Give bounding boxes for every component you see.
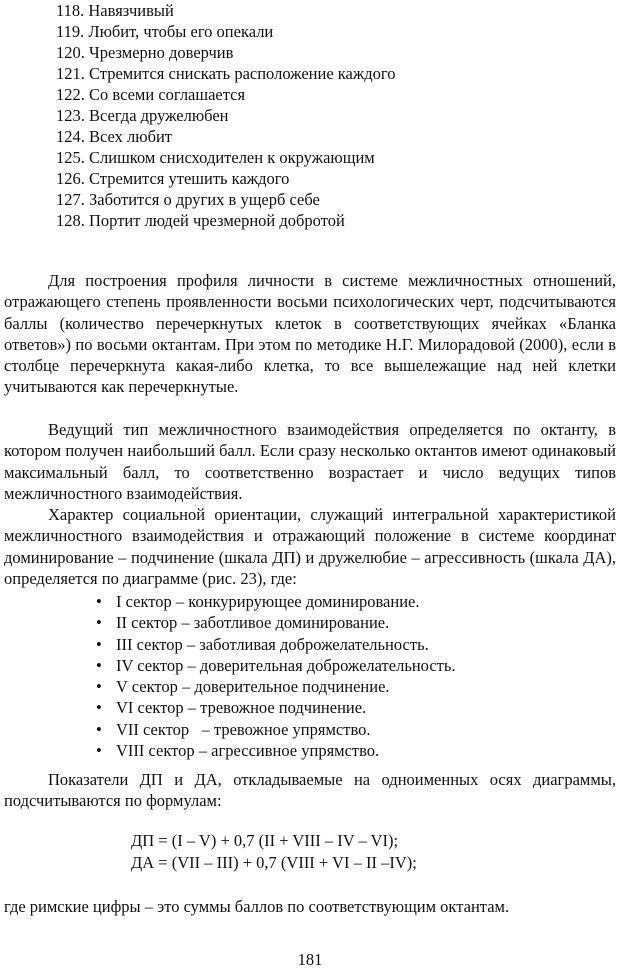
bullet-icon: •	[96, 592, 102, 611]
paragraph-leading-type: Ведущий тип межличностного взаимодействия определяется по октанту, в котором получен наибольший балл. Если сразу несколько октантов имеют одинаковый максимальный балл, то соответственно возрастает и число ведущих типов межличностного взаимодействия.	[4, 420, 616, 503]
list-item: 120. Чрезмерно доверчив	[56, 43, 234, 62]
paragraph-profile-scoring: Для построения профиля личности в системе межличностных отношений, отражающего степень проявленности восьми психологических черт, подсчитываются баллы (количество перечеркнутых клеток в соответствующих ячейках «Бланка ответов») по восьми октантам. При этом по методике Н.Г. Милорадовой (2000), если в столбце перечеркнута какая-либо клетка, то все вышележащие над ней клетки учитываются как перечеркнутые.	[4, 271, 616, 397]
list-item: 119. Любит, чтобы его опекали	[56, 22, 274, 41]
list-item: 121. Стремится снискать расположение каждого	[56, 64, 396, 83]
list-item	[96, 740, 456, 761]
bullet-icon: •	[96, 613, 102, 633]
sector-text: II сектор – заботливое доминирование.	[116, 613, 390, 633]
bullet-icon: •	[96, 741, 102, 761]
sector-text: VI сектор – тревожное подчинение.	[116, 698, 367, 718]
list-item: 118. Навязчивый	[56, 1, 174, 20]
list-item	[96, 655, 456, 676]
list-item: 123. Всегда дружелюбен	[56, 106, 229, 125]
bullet-icon: •	[96, 655, 102, 675]
list-item	[96, 612, 456, 633]
bullet-icon: •	[96, 719, 102, 739]
bullet-icon: •	[96, 634, 102, 654]
list-item: 122. Со всеми соглашается	[56, 85, 246, 104]
sector-text: I сектор – конкурирующее доминирование.	[116, 592, 420, 611]
sector-text: IV сектор – доверительная доброжелательность.	[116, 655, 456, 675]
list-item: 126. Стремится утешить каждого	[56, 169, 290, 188]
list-item: 127. Заботится о других в ущерб себе	[56, 190, 320, 209]
list-item	[96, 591, 456, 612]
sector-text: V сектор – доверительное подчинение.	[116, 677, 390, 697]
list-item	[96, 676, 456, 697]
paragraph-formula-intro: Показатели ДП и ДА, откладываемые на одноименных осях диаграммы, подсчитываются по формулам:	[4, 770, 616, 811]
list-item: 125. Слишком снисходителен к окружающим	[56, 148, 375, 167]
numbered-trait-list	[56, 0, 396, 231]
list-item: 124. Всех любит	[56, 127, 173, 146]
formula-da: ДА = (VII – III) + 0,7 (VIII + VI – II –IV);	[131, 853, 417, 872]
list-item: 128. Портит людей чрезмерной добротой	[56, 211, 345, 230]
list-item	[96, 697, 456, 718]
bullet-icon: •	[96, 677, 102, 697]
sector-text: VII сектор – тревожное упрямство.	[116, 719, 371, 739]
page-number: 181	[297, 950, 323, 969]
paragraph-roman-numerals-note: где римские цифры – это суммы баллов по соответствующим октантам.	[4, 897, 510, 916]
formula-dp: ДП = (I – V) + 0,7 (II + VIII – IV – VI);	[131, 831, 399, 850]
sector-text: VIII сектор – агрессивное упрямство.	[116, 741, 380, 761]
paragraph-social-orientation: Характер социальной ориентации, служащий интегральной характеристикой межличностного взаимодействия и отражающий положение в системе координат доминирование – подчинение (шкала ДП) и дружелюбие – агрессивность (шкала ДА), определяется по диаграмме (рис. 23), где:	[4, 505, 616, 588]
bullet-icon: •	[96, 698, 102, 718]
sector-text: III сектор – заботливая доброжелательность.	[116, 634, 429, 654]
list-item	[96, 634, 456, 655]
sector-bullet-list	[96, 591, 456, 761]
list-item	[96, 719, 456, 740]
